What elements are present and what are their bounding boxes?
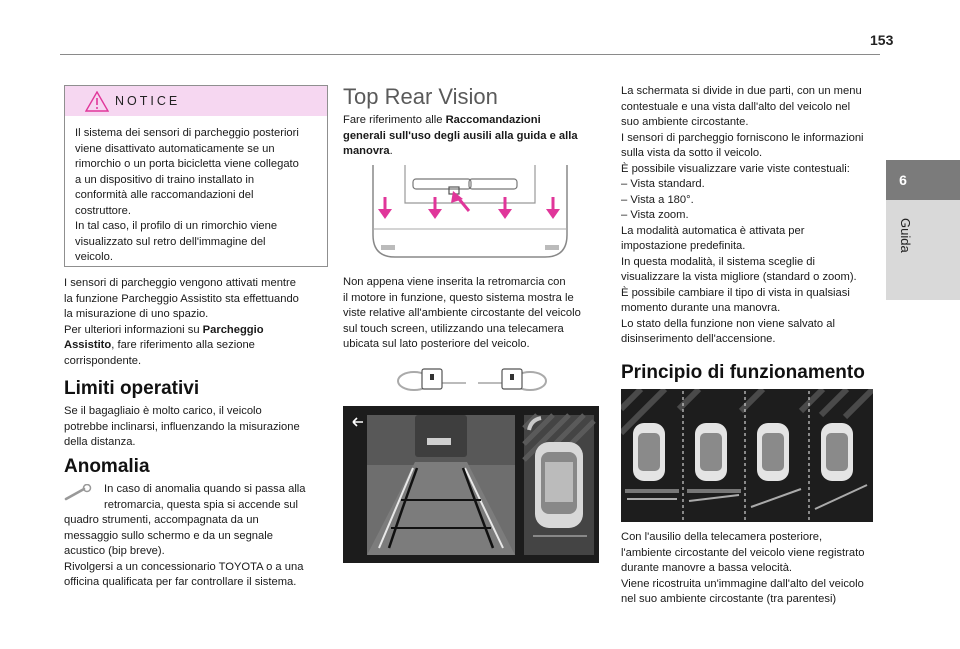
intro-paragraph: I sensori di parcheggio vengono attivati mentre la funzione Parcheggio Assistito sta effettuando la misurazione di uno spazio. Per ulteriori informazioni su Parcheggio Assistito, fare riferimento alla sezione corrispondente.: [64, 277, 299, 367]
page-number: 153: [870, 32, 894, 48]
steering-wheel-right-icon: [478, 369, 546, 390]
warning-triangle-icon: [85, 91, 109, 112]
limiti-heading: Limiti operativi: [64, 378, 200, 399]
chapter-label: Guida: [898, 218, 913, 253]
rear-camera-screen: [343, 406, 599, 563]
anomalia-intro: In caso di anomalia quando si passa alla retromarcia, questa spia si accende sul: [104, 483, 306, 511]
system-description: Non appena viene inserita la retromarcia con il motore in funzione, questo sistema mostra le viste relative all'ambiente circostante del veicolo sul touch screen, utilizzando una telecamera ubicata sul lato posteriore del veicolo.: [343, 276, 581, 350]
camera-location-icons: [392, 365, 552, 397]
screen-description: La schermata si divide in due parti, con un menu contestuale e una vista dall'alto del veicolo nel suo ambiente circostante. I sensori di parcheggio forniscono le informazioni sulla vista da sotto il veicolo. È possibile visualizzare varie viste contestuali: – Vista standard. – Vista a 180°. – Vista zoom. La modalità automatica è attivata per impostazione predefinita. In questa modalità, il sistema sceglie di visualizzare la vista migliore (standard o zoom). È possibile cambiare il tipo di vista in qualsiasi momento durante una manovra. Lo stato della funzione non viene salvato al disinserimento dell'accensione.: [621, 85, 864, 345]
rear-camera-view: [343, 406, 599, 563]
notice-title: NOTICE: [115, 94, 181, 108]
top-view-sequence-illustration: [621, 389, 873, 522]
notice-box: [64, 85, 328, 267]
reference-paragraph: Fare riferimento alle Raccomandazioni generali sull'uso degli ausili alla guida e alla manovra.: [343, 114, 578, 157]
header-rule: [60, 54, 880, 55]
top-view-sequence: [621, 389, 873, 522]
anomalia-heading: Anomalia: [64, 456, 150, 477]
steering-wheel-left-icon: [398, 369, 466, 390]
limiti-paragraph: Se il bagagliaio è molto carico, il veicolo potrebbe inclinarsi, influenzando la misurazione della distanza.: [64, 405, 300, 448]
principio-heading: Principio di funzionamento: [621, 362, 865, 383]
principio-paragraph: Con l'ausilio della telecamera posteriore, l'ambiente circostante del veicolo viene registrato durante manovre a bassa velocità. Viene ricostruita un'immagine dall'alto del veicolo nel suo ambiente circostante (tra parentesi): [621, 531, 865, 605]
notice-header: [65, 86, 327, 116]
chapter-number: 6: [899, 172, 907, 188]
anomalia-paragraph: quadro strumenti, accompagnata da un messaggio sullo schermo e da un segnale acustico (bip breve). Rivolgersi a un concessionario TOYOTA o a una officina qualificata per far controllare il sistema.: [64, 514, 304, 588]
wrench-warning-icon: [64, 484, 98, 502]
van-rear-sensors-illustration: [365, 165, 575, 265]
top-rear-vision-heading: Top Rear Vision: [343, 84, 498, 109]
notice-text: Il sistema dei sensori di parcheggio posteriori viene disattivato automaticamente se un rimorchio o un porta bicicletta viene collegato a un dispositivo di traino installato in conformità alle raccomandazioni del costruttore. In tal caso, il profilo di un rimorchio viene visualizzato sul retro dell'immagine del veicolo.: [75, 127, 299, 263]
